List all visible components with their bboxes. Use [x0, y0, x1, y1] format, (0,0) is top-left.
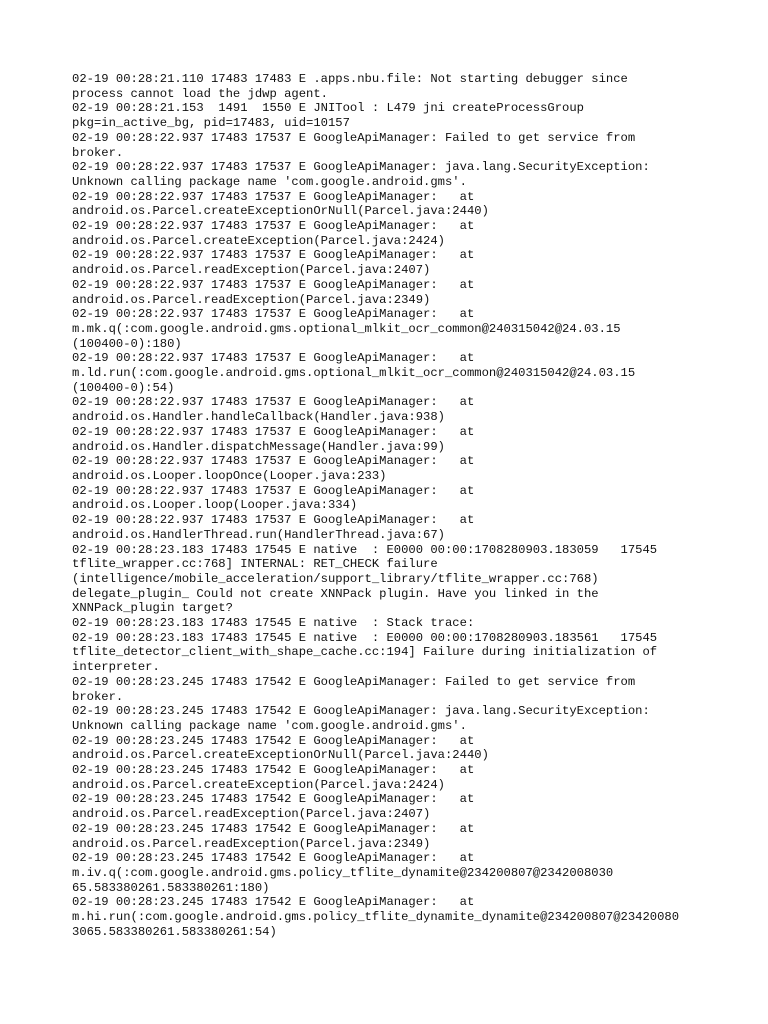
log-line: m.mk.q(:com.google.android.gms.optional_mlkit_ocr_common@240315042@24.03.15: [72, 321, 621, 336]
log-line: 02-19 00:28:22.937 17483 17537 E GoogleApiManager: at: [72, 424, 475, 439]
log-line: process cannot load the jdwp agent.: [72, 86, 328, 101]
log-line: pkg=in_active_bg, pid=17483, uid=10157: [72, 116, 350, 131]
log-line: android.os.Parcel.readException(Parcel.java:2407): [72, 807, 431, 822]
log-line: tflite_detector_client_with_shape_cache.cc:194] Failure during initialization of: [72, 645, 658, 660]
log-line: android.os.HandlerThread.run(HandlerThread.java:67): [72, 527, 445, 542]
log-line: (100400-0):54): [72, 380, 175, 395]
log-line: android.os.Parcel.createException(Parcel.java:2424): [72, 233, 445, 248]
log-line: 02-19 00:28:21.110 17483 17483 E .apps.nbu.file: Not starting debugger since: [72, 72, 628, 86]
log-line: XNNPack_plugin target?: [72, 601, 233, 616]
log-line: 02-19 00:28:22.937 17483 17537 E GoogleApiManager: at: [72, 219, 475, 234]
log-line: 02-19 00:28:22.937 17483 17537 E GoogleApiManager: java.lang.SecurityException:: [72, 160, 650, 175]
log-line: android.os.Parcel.createExceptionOrNull(Parcel.java:2440): [72, 748, 489, 763]
log-line: 65.583380261.583380261:180): [72, 880, 270, 895]
log-line: tflite_wrapper.cc:768] INTERNAL: RET_CHECK failure: [72, 557, 438, 572]
log-line: 02-19 00:28:23.183 17483 17545 E native : E0000 00:00:1708280903.183561 17545: [72, 630, 658, 645]
log-text: [72, 72, 712, 939]
log-line: android.os.Parcel.readException(Parcel.java:2349): [72, 836, 431, 851]
log-line: 02-19 00:28:22.937 17483 17537 E GoogleApiManager: Failed to get service from: [72, 130, 636, 145]
log-line: broker.: [72, 145, 124, 160]
log-line: 02-19 00:28:23.245 17483 17542 E GoogleApiManager: Failed to get service from: [72, 674, 636, 689]
log-line: 02-19 00:28:23.245 17483 17542 E GoogleApiManager: at: [72, 895, 475, 910]
log-line: m.iv.q(:com.google.android.gms.policy_tflite_dynamite@234200807@2342008030: [72, 865, 614, 880]
log-line: android.os.Parcel.createExceptionOrNull(Parcel.java:2440): [72, 204, 489, 219]
log-line: 02-19 00:28:22.937 17483 17537 E GoogleApiManager: at: [72, 189, 475, 204]
log-line: 02-19 00:28:22.937 17483 17537 E GoogleApiManager: at: [72, 395, 475, 410]
log-line: android.os.Parcel.createException(Parcel.java:2424): [72, 777, 445, 792]
log-line: 02-19 00:28:23.245 17483 17542 E GoogleApiManager: at: [72, 792, 475, 807]
log-line: android.os.Handler.dispatchMessage(Handler.java:99): [72, 439, 445, 454]
log-line: android.os.Looper.loop(Looper.java:334): [72, 498, 358, 513]
log-line: 02-19 00:28:22.937 17483 17537 E GoogleApiManager: at: [72, 277, 475, 292]
log-line: 02-19 00:28:23.245 17483 17542 E GoogleApiManager: at: [72, 851, 475, 866]
log-line: 02-19 00:28:22.937 17483 17537 E GoogleApiManager: at: [72, 351, 475, 366]
log-line: 02-19 00:28:22.937 17483 17537 E GoogleApiManager: at: [72, 513, 475, 528]
log-line: broker.: [72, 689, 124, 704]
log-line: android.os.Looper.loopOnce(Looper.java:233): [72, 468, 387, 483]
log-line: (100400-0):180): [72, 336, 182, 351]
log-line: android.os.Handler.handleCallback(Handler.java:938): [72, 410, 445, 425]
log-line: 3065.583380261.583380261:54): [72, 924, 277, 939]
log-line: 02-19 00:28:23.245 17483 17542 E GoogleApiManager: at: [72, 821, 475, 836]
log-line: 02-19 00:28:23.245 17483 17542 E GoogleApiManager: at: [72, 733, 475, 748]
log-line: 02-19 00:28:23.245 17483 17542 E GoogleApiManager: at: [72, 763, 475, 778]
log-line: 02-19 00:28:22.937 17483 17537 E GoogleApiManager: at: [72, 454, 475, 469]
log-line: android.os.Parcel.readException(Parcel.java:2349): [72, 292, 431, 307]
log-line: m.hi.run(:com.google.android.gms.policy_tflite_dynamite_dynamite@234200807@23420080: [72, 910, 680, 925]
log-line: 02-19 00:28:23.183 17483 17545 E native : E0000 00:00:1708280903.183059 17545: [72, 542, 658, 557]
log-line: Unknown calling package name 'com.google.android.gms'.: [72, 718, 467, 733]
log-line: android.os.Parcel.readException(Parcel.java:2407): [72, 263, 431, 278]
log-line: 02-19 00:28:22.937 17483 17537 E GoogleApiManager: at: [72, 307, 475, 322]
log-line: delegate_plugin_ Could not create XNNPack plugin. Have you linked in the: [72, 586, 599, 601]
log-line: m.ld.run(:com.google.android.gms.optional_mlkit_ocr_common@240315042@24.03.15: [72, 366, 636, 381]
log-line: 02-19 00:28:22.937 17483 17537 E GoogleApiManager: at: [72, 483, 475, 498]
log-line: interpreter.: [72, 660, 160, 675]
log-line: 02-19 00:28:23.245 17483 17542 E GoogleApiManager: java.lang.SecurityException:: [72, 704, 650, 719]
log-line: Unknown calling package name 'com.google.android.gms'.: [72, 174, 467, 189]
log-line: 02-19 00:28:21.153 1491 1550 E JNITool : L479 jni createProcessGroup: [72, 101, 584, 116]
log-line: (intelligence/mobile_acceleration/support_library/tflite_wrapper.cc:768): [72, 571, 599, 586]
log-document: [72, 72, 712, 939]
log-line: 02-19 00:28:22.937 17483 17537 E GoogleApiManager: at: [72, 248, 475, 263]
log-line: 02-19 00:28:23.183 17483 17545 E native : Stack trace:: [72, 616, 475, 631]
